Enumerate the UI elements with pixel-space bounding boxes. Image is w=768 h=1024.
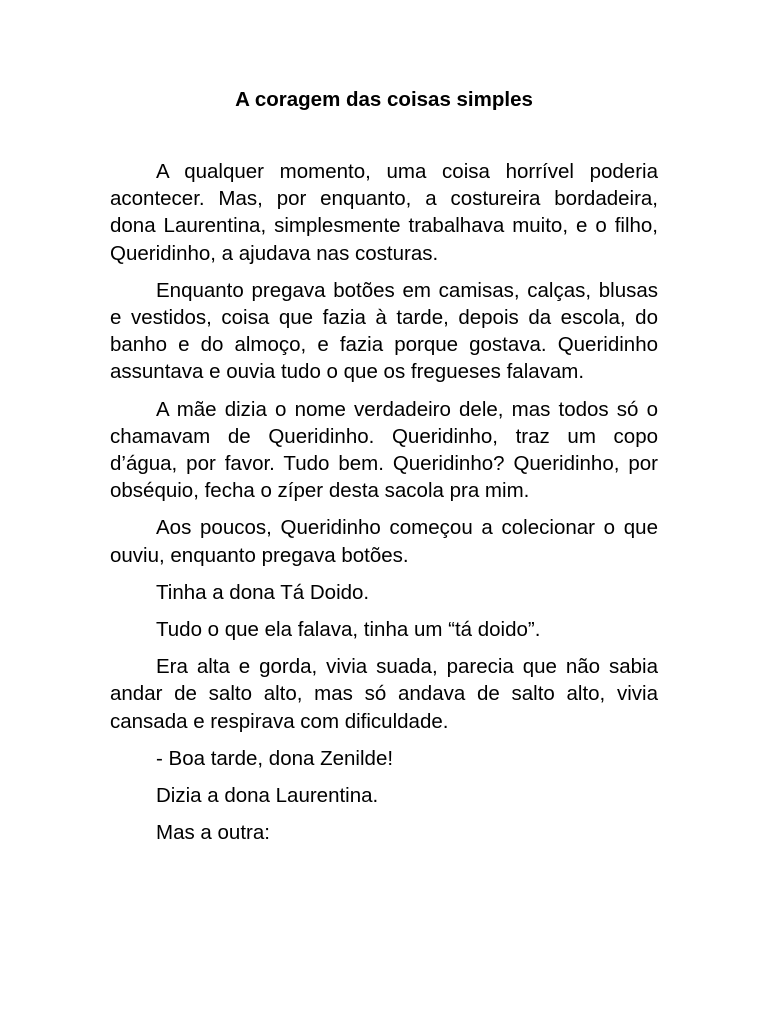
paragraph: Era alta e gorda, vivia suada, parecia que não sabia andar de salto alto, mas só andava de salto alto, vivia cansada e respirava com dificuldade. [110,655,658,733]
paragraph: A mãe dizia o nome verdadeiro dele, mas todos só o chamavam de Queridinho. Queridinho, traz um copo d’água, por favor. Tudo bem. Queridinho? Queridinho, por obséquio, fecha o zíper desta sacola pra mim. [110,397,658,503]
document-title: A coragem das coisas simples [235,88,533,111]
paragraph: Dizia a dona Laurentina. [156,784,379,808]
paragraph: Enquanto pregava botões em camisas, calças, blusas e vestidos, coisa que fazia à tarde, depois da escola, do banho e do almoço, e fazia porque gostava. Queridinho assuntava e ouvia tudo o que os fregueses falavam. [110,278,658,384]
paragraph: Tinha a dona Tá Doido. [156,580,370,604]
document-body [110,158,658,856]
paragraph: A qualquer momento, uma coisa horrível poderia acontecer. Mas, por enquanto, a costureira bordadeira, dona Laurentina, simplesmente trabalhava muito, e o filho, Queridinho, a ajudava nas costuras. [110,160,658,265]
dialogue-line: - Boa tarde, dona Zenilde! [156,746,394,770]
paragraph: Tudo o que ela falava, tinha um “tá doido”. [156,618,541,642]
paragraph: Mas a outra: [156,821,270,845]
paragraph: Aos poucos, Queridinho começou a colecionar o que ouviu, enquanto pregava botões. [110,516,658,567]
